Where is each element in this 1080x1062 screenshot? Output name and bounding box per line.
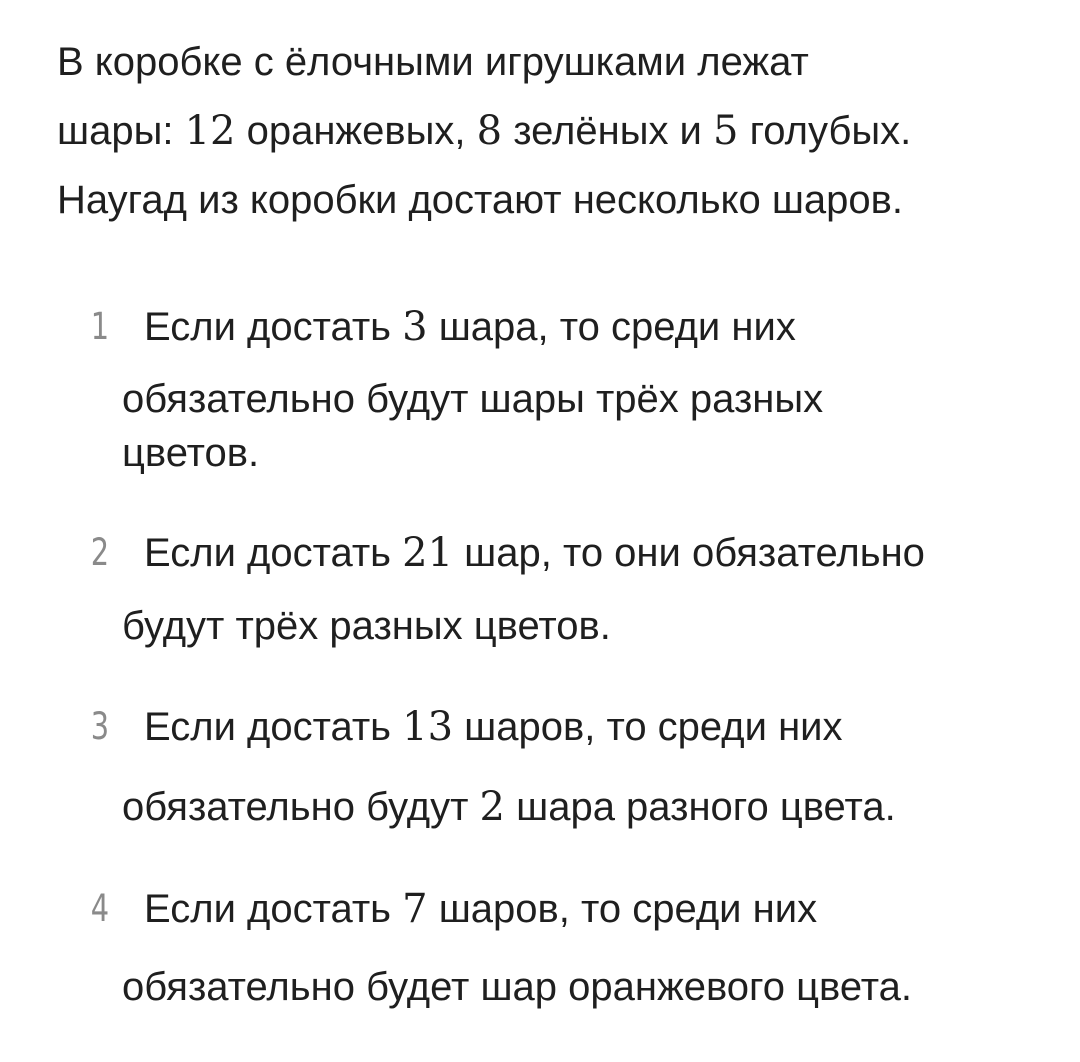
option-number: 1 (90, 305, 110, 348)
option-text-part: Если достать (144, 305, 403, 349)
blue-count: 5 (713, 108, 739, 154)
option-line: цветов. (122, 431, 260, 475)
option-text (122, 524, 1052, 655)
option-text-part: Если достать (144, 887, 403, 931)
option-text-part: обязательно будут (122, 785, 480, 829)
option-line: обязательно будут шары трёх разных (122, 377, 824, 421)
option-line (122, 880, 1052, 938)
option-line (122, 298, 1052, 356)
option-number: 2 (90, 531, 110, 574)
statement-line: В коробке с ёлочными игрушками лежат (57, 40, 809, 84)
option-text (122, 298, 1052, 480)
option-line (122, 524, 1052, 582)
option-text (122, 880, 1052, 1016)
statement-line (57, 97, 1057, 166)
option-number-value: 7 (402, 886, 428, 932)
option-text (122, 698, 1052, 836)
statement-line: Наугад из коробки достают несколько шаров. (57, 178, 904, 222)
statement-text: шары: (57, 109, 185, 153)
option-number-value: 3 (402, 304, 428, 350)
option-line (122, 698, 1052, 756)
option-number-value: 21 (402, 530, 454, 576)
option-text-part: шар, то они обязательно (453, 531, 925, 575)
option-text-part: Если достать (144, 531, 403, 575)
option-number-value: 2 (479, 784, 505, 830)
option-line (122, 778, 1052, 836)
statement-text: зелёных и (502, 109, 714, 153)
option-text-part: шара разного цвета. (505, 785, 896, 829)
option-line: обязательно будет шар оранжевого цвета. (122, 965, 912, 1009)
option-text-part: шара, то среди них (427, 305, 796, 349)
orange-count: 12 (184, 108, 236, 154)
option-text-part: шаров, то среди них (453, 705, 843, 749)
option-line: будут трёх разных цветов. (122, 604, 611, 648)
statement-text: оранжевых, (235, 109, 477, 153)
option-number-value: 13 (402, 704, 454, 750)
option-number: 4 (90, 887, 110, 930)
green-count: 8 (476, 108, 503, 154)
problem-statement (57, 28, 1057, 235)
option-text-part: шаров, то среди них (427, 887, 818, 931)
option-number: 3 (90, 705, 110, 748)
statement-text: голубых. (738, 109, 912, 153)
option-text-part: Если достать (144, 705, 403, 749)
